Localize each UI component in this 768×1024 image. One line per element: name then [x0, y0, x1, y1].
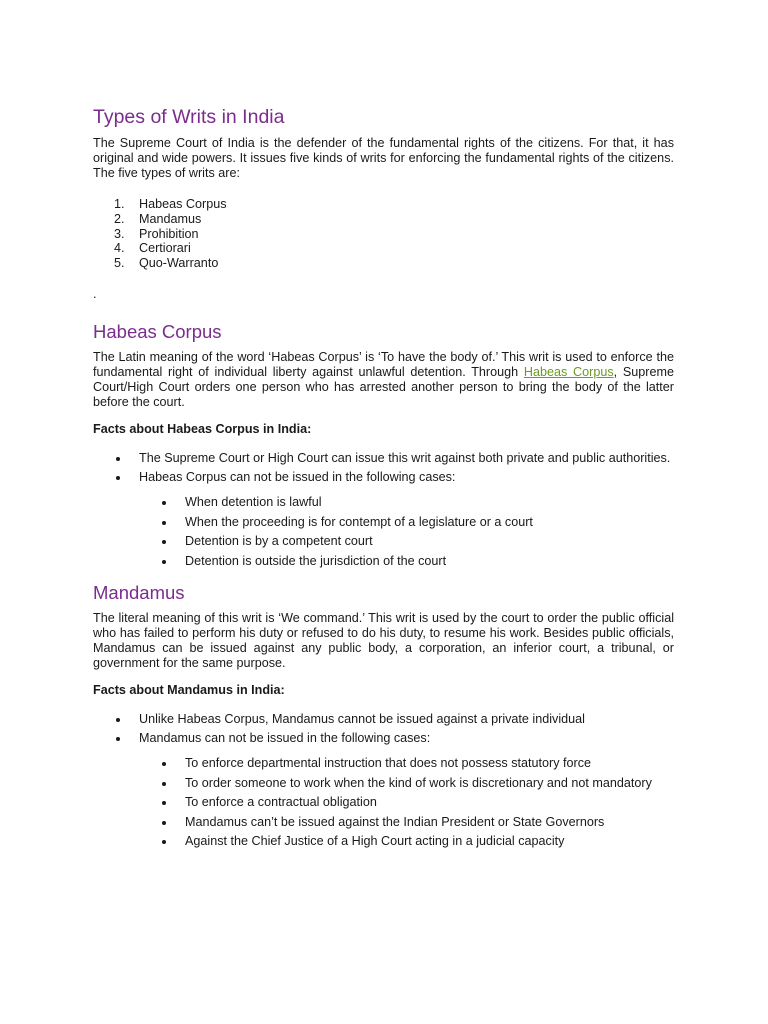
document-page — [93, 104, 674, 854]
list-item-text: When detention is lawful — [185, 495, 322, 510]
list-item-text: The Supreme Court or High Court can issue this writ against both private and public authorities. — [139, 450, 671, 465]
list-item-text: When the proceeding is for contempt of a legislature or a court — [185, 514, 533, 529]
bullet-icon — [162, 821, 166, 825]
list-item — [93, 756, 674, 771]
list-item — [93, 554, 674, 569]
list-item-label: Prohibition — [139, 226, 199, 241]
bullet-icon — [162, 762, 166, 766]
section-heading-mandamus: Mandamus — [93, 581, 185, 603]
list-item-text: Unlike Habeas Corpus, Mandamus cannot be issued against a private individual — [139, 711, 585, 726]
habeas-facts-list — [93, 451, 674, 486]
list-item-text: To enforce a contractual obligation — [185, 795, 377, 810]
list-item — [93, 451, 674, 466]
list-item — [93, 256, 674, 271]
bullet-icon — [162, 840, 166, 844]
list-item — [93, 534, 674, 549]
list-item-label: Quo-Warranto — [139, 256, 219, 271]
bullet-icon — [116, 457, 120, 461]
list-item-label: Mandamus — [139, 211, 202, 226]
list-item-text: Mandamus can’t be issued against the Indian President or State Governors — [185, 814, 605, 829]
list-item-text: To order someone to work when the kind of work is discretionary and not mandatory — [185, 775, 652, 790]
list-item — [93, 197, 674, 212]
writs-list — [93, 197, 674, 271]
bullet-icon — [162, 801, 166, 805]
list-item — [93, 815, 674, 830]
stray-dot: . — [93, 286, 97, 301]
list-number: 5. — [114, 256, 125, 271]
mandamus-cases-list — [93, 756, 674, 849]
intro-paragraph: The Supreme Court of India is the defender of the fundamental rights of the citizens. For that, it has original and wide powers. It issues five kinds of writs for enforcing the fundamental rights of the citizens. The five types of writs are: — [93, 136, 674, 180]
habeas-corpus-paragraph — [93, 350, 674, 410]
list-item-text: Detention is by a competent court — [185, 534, 373, 549]
section-heading-habeas-corpus: Habeas Corpus — [93, 320, 222, 342]
list-item-text: Mandamus can not be issued in the following cases: — [139, 731, 431, 746]
bullet-icon — [162, 501, 166, 505]
bullet-icon — [116, 476, 120, 480]
list-item — [93, 776, 674, 791]
habeas-para-text: The Latin meaning of the word ‘Habeas Corpus’ is ‘To have the body of.’ This writ is used to enforce the fundamental right of individual liberty against unlawful detention. Through — [93, 349, 674, 379]
list-number: 3. — [114, 226, 125, 241]
mandamus-facts-list — [93, 712, 674, 747]
list-number: 2. — [114, 211, 125, 226]
bullet-icon — [162, 521, 166, 525]
list-item — [93, 495, 674, 510]
habeas-facts-heading: Facts about Habeas Corpus in India: — [93, 421, 312, 436]
list-item-text: To enforce departmental instruction that does not possess statutory force — [185, 756, 592, 771]
bullet-icon — [162, 560, 166, 564]
list-number: 1. — [114, 197, 125, 211]
list-item — [93, 212, 674, 227]
bullet-icon — [116, 737, 120, 741]
list-item-text: Detention is outside the jurisdiction of the court — [185, 553, 447, 568]
list-item-text: Against the Chief Justice of a High Court acting in a judicial capacity — [185, 834, 565, 849]
bullet-icon — [162, 782, 166, 786]
bullet-icon — [116, 718, 120, 722]
list-item — [93, 712, 674, 727]
list-item — [93, 227, 674, 242]
list-item-label: Habeas Corpus — [139, 197, 227, 211]
list-item-text: Habeas Corpus can not be issued in the following cases: — [139, 470, 456, 485]
list-item — [93, 795, 674, 810]
habeas-cases-list — [93, 495, 674, 569]
list-item — [93, 470, 674, 485]
list-item — [93, 241, 674, 256]
habeas-para-text-end: , Supreme Court/High Court orders one person who has arrested another person to bring the body of the latter before the court. — [93, 364, 674, 409]
mandamus-facts-heading: Facts about Mandamus in India: — [93, 682, 285, 697]
list-item — [93, 731, 674, 746]
list-item-label: Certiorari — [139, 241, 191, 256]
list-number: 4. — [114, 241, 125, 256]
list-item — [93, 515, 674, 530]
habeas-corpus-link[interactable]: Habeas Corpus — [523, 364, 614, 379]
page-title: Types of Writs in India — [93, 106, 285, 128]
list-item — [93, 834, 674, 849]
mandamus-paragraph: The literal meaning of this writ is ‘We command.’ This writ is used by the court to order the public official who has failed to perform his duty or refused to do his duty, to resume his work. Besides public officials, Mandamus can be issued against any public body, a corporation, an inferior court, a tribunal, or government for the same purpose. — [93, 610, 674, 670]
bullet-icon — [162, 540, 166, 544]
